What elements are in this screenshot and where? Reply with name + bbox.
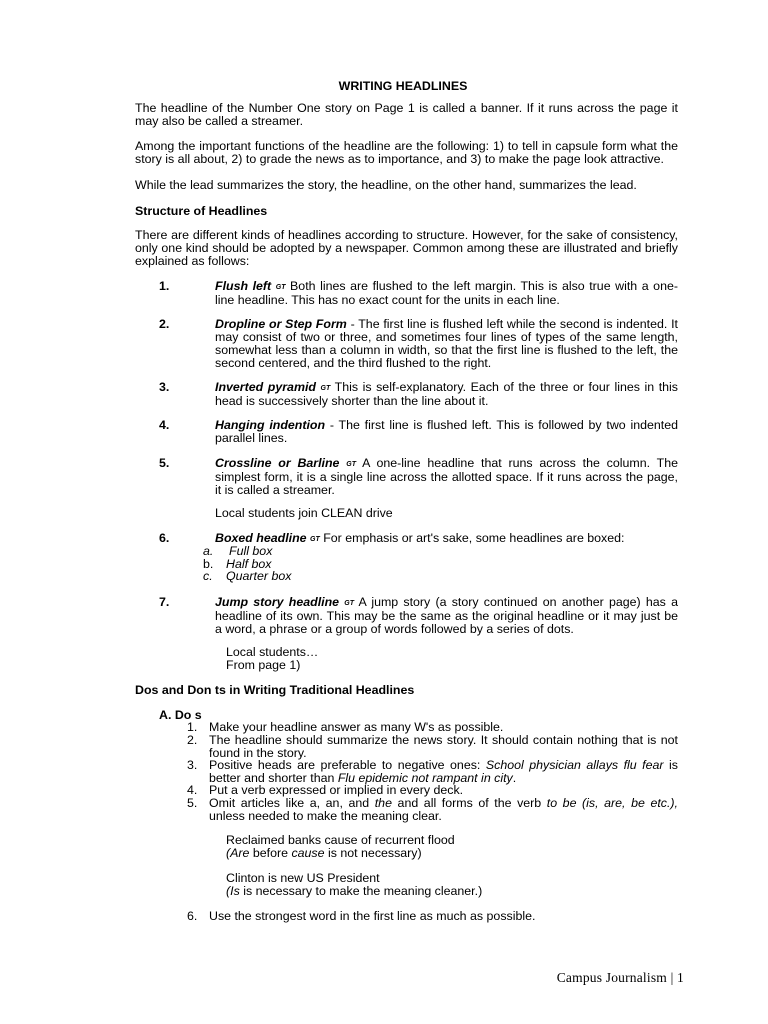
example-headline-2: Clinton is new US President (226, 871, 380, 885)
text-segment: . (512, 771, 517, 785)
structure-heading: Structure of Headlines (135, 204, 268, 218)
item-term: Jump story headline (215, 595, 340, 609)
text-segment: is necessary to make the meaning cleaner.) (239, 884, 483, 898)
page-footer: Campus Journalism | 1 (556, 970, 684, 985)
boxed-sub-full-box: Full box (229, 544, 273, 558)
gt-symbol: GT (320, 385, 331, 392)
item-term: Hanging indention (215, 418, 326, 432)
dos-donts-heading: Dos and Don ts in Writing Traditional Headlines (135, 683, 415, 697)
list-number: 4. (187, 783, 198, 797)
dos-item-1: Make your headline answer as many W's as possible. (209, 720, 504, 734)
example-positive-head: School physician allays flu fear (485, 758, 664, 772)
list-number: 2. (187, 733, 198, 747)
crossline-example: Local students join CLEAN drive (215, 506, 393, 520)
example-negative-head: Flu epidemic not rampant in city (337, 771, 513, 785)
jump-example-line-2: From page 1) (226, 658, 301, 672)
text-segment: is not necessary) (324, 846, 422, 860)
item-number: 3. (159, 380, 170, 394)
page-title: WRITING HEADLINES (338, 79, 468, 93)
intro-paragraph-3: While the lead summarizes the story, the headline, on the other hand, summarizes the lead. (135, 178, 637, 192)
example-note-1 (226, 847, 422, 860)
dos-item-3 (209, 759, 678, 785)
dos-item-6: Use the strongest word in the first line as much as possible. (209, 909, 536, 923)
item-term: Dropline or Step Form (215, 317, 347, 331)
text-emphasis: to be (is, are, be etc.), (546, 796, 678, 810)
text-emphasis: cause (291, 846, 325, 860)
item-term: Inverted pyramid (215, 380, 316, 394)
example-headline-1: Reclaimed banks cause of recurrent flood (226, 833, 455, 847)
example-note-2 (226, 885, 482, 898)
jump-example-line-1: Local students… (226, 645, 319, 659)
item-text: This is self-explanatory. Each of the three or four lines in this head is successively shorter than the line about it. (215, 380, 678, 408)
structure-item-hanging-indention (215, 419, 678, 445)
structure-item-crossline (215, 457, 678, 497)
item-number: 4. (159, 418, 170, 432)
list-number: 3. (187, 758, 198, 772)
structure-item-flush-left (215, 280, 678, 307)
structure-item-jump-story (215, 596, 678, 636)
structure-item-inverted-pyramid (215, 381, 678, 408)
list-number: 5. (187, 796, 198, 810)
gt-symbol: GT (275, 284, 286, 291)
list-number: 6. (187, 909, 198, 923)
text-segment: before (249, 846, 292, 860)
structure-item-boxed (215, 532, 678, 546)
item-term: Boxed headline (215, 531, 307, 545)
intro-paragraph-2: Among the important functions of the headline are the following: 1) to tell in capsule form what the story is all about, 2) to grade the news as to importance, and 3) to make the page look attractive. (135, 139, 678, 166)
structure-intro: There are different kinds of headlines according to structure. However, for the sake of consistency, only one kind should be adopted by a newspaper. Common among these are illustrated and briefly explained as follows: (135, 228, 678, 268)
intro-paragraph-1: The headline of the Number One story on Page 1 is called a banner. If it runs across the page it may also be called a streamer. (135, 101, 678, 128)
structure-item-dropline (215, 318, 678, 370)
item-term: Crossline or Barline (215, 456, 340, 470)
dos-item-4: Put a verb expressed or implied in every deck. (209, 783, 464, 797)
boxed-sub-half-box: Half box (226, 557, 272, 571)
text-segment: and all forms of the verb (391, 796, 547, 810)
item-text: A one-line headline that runs across the column. The simplest form, it is a single line across the allotted space. If it runs across the page, it is called a streamer. (215, 456, 678, 497)
sub-label: a. (203, 544, 214, 558)
item-number: 2. (159, 317, 170, 331)
item-text: A jump story (a story continued on another page) has a headline of its own. This may be the same as the original headline or it may just be a word, a phrase or a group of words followed by a series of dots. (215, 595, 678, 636)
boxed-sub-quarter-box: Quarter box (226, 569, 292, 583)
dos-item-5 (209, 797, 678, 823)
text-emphasis: (Are (226, 846, 250, 860)
gt-symbol: GT (344, 600, 354, 607)
item-text: Both lines are flushed to the left margin. This is also true with a one-line headline. This has no exact count for the units in each line. (215, 279, 678, 307)
item-number: 1. (159, 279, 170, 293)
sub-label: b. (203, 557, 214, 571)
text-segment: unless needed to make the meaning clear. (209, 809, 442, 823)
gt-symbol: GT (310, 536, 320, 543)
text-emphasis: (Is (226, 884, 240, 898)
list-number: 1. (187, 720, 198, 734)
section-a-heading: A. Do s (159, 708, 202, 722)
text-segment: Omit articles like a, an, and (209, 796, 375, 810)
item-number: 7. (159, 595, 170, 609)
text-emphasis: the (374, 796, 392, 810)
dos-item-2: The headline should summarize the news story. It should contain nothing that is not found in the story. (209, 733, 678, 760)
item-number: 5. (159, 456, 170, 470)
item-number: 6. (159, 531, 170, 545)
sub-label: c. (203, 569, 213, 583)
item-text: - The first line is flushed left while the second is indented. It may consist of two or three, and sometimes four lines of types of the same length, somewhat less than a column in width, so that the first line is flushed to the left, the second centered, and the third flushed to the right. (215, 317, 678, 370)
item-term: Flush left (215, 279, 272, 293)
text-segment: is better and shorter than (209, 758, 678, 785)
text-segment: Positive heads are preferable to negative ones: (209, 758, 486, 772)
item-text: - The first line is flushed left. This is followed by two indented parallel lines. (215, 418, 678, 445)
item-text: For emphasis or art's sake, some headlines are boxed: (319, 531, 625, 545)
gt-symbol: GT (346, 461, 356, 468)
